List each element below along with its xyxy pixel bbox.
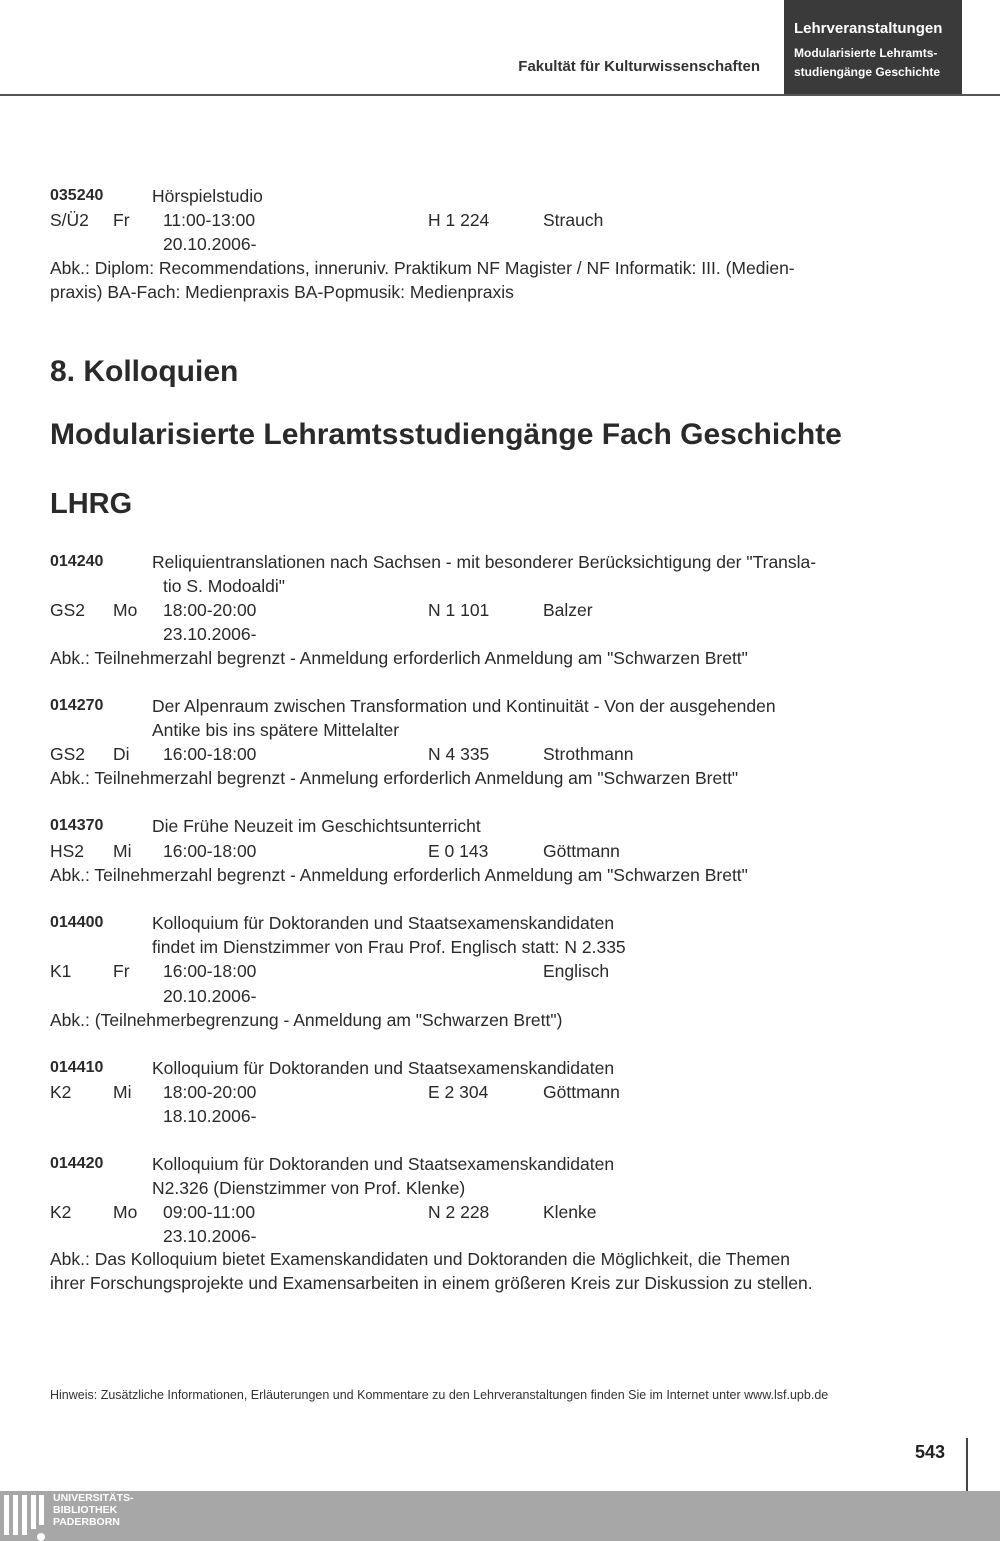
header-box-line-2: studiengänge Geschichte bbox=[794, 65, 941, 79]
course-day: Mi bbox=[113, 841, 132, 861]
course-time: 18:00-20:00 bbox=[163, 600, 257, 620]
course-room: N 2 228 bbox=[428, 1202, 490, 1222]
course-type: K1 bbox=[50, 961, 72, 981]
course-room: E 2 304 bbox=[428, 1082, 489, 1102]
page-number-rule bbox=[966, 1438, 968, 1492]
course-time: 11:00-13:00 bbox=[163, 210, 256, 230]
library-footer-bar bbox=[0, 1491, 1000, 1541]
course-note: Abk.: (Teilnehmerbegrenzung - Anmeldung am "Schwarzen Brett") bbox=[50, 1010, 563, 1030]
course-title: Kolloquium für Doktoranden und Staatsexamenskandidaten bbox=[152, 1058, 615, 1078]
course-title-line-1: Der Alpenraum zwischen Transformation und Kontinuität - Von der ausgehenden bbox=[152, 696, 776, 716]
course-code: 014270 bbox=[50, 697, 104, 714]
course-date: 20.10.2006- bbox=[163, 234, 257, 254]
course-day: Mo bbox=[113, 1202, 138, 1222]
course-title-line-2: Antike bis ins spätere Mittelalter bbox=[152, 720, 400, 740]
course-day: Mo bbox=[113, 600, 138, 620]
course-title-line-1: Kolloquium für Doktoranden und Staatsexamenskandidaten bbox=[152, 1154, 615, 1174]
course-code: 014240 bbox=[50, 553, 104, 570]
course-type: S/Ü2 bbox=[50, 210, 89, 230]
course-note-line-2: ihrer Forschungsprojekte und Examensarbeiten in einem größeren Kreis zur Diskussion zu stellen. bbox=[50, 1273, 813, 1293]
course-note-line-2: praxis) BA-Fach: Medienpraxis BA-Popmusik: Medienpraxis bbox=[50, 282, 514, 302]
course-type: K2 bbox=[50, 1202, 72, 1222]
course-date: 18.10.2006- bbox=[163, 1106, 257, 1126]
course-type: GS2 bbox=[50, 600, 86, 620]
course-note: Abk.: Teilnehmerzahl begrenzt - Anmeldung erforderlich Anmeldung am "Schwarzen Brett" bbox=[50, 648, 748, 668]
course-code: 014400 bbox=[50, 914, 104, 931]
course-note: Abk.: Teilnehmerzahl begrenzt - Anmelung erforderlich Anmeldung am "Schwarzen Brett" bbox=[50, 768, 739, 788]
course-day: Mi bbox=[113, 1082, 132, 1102]
course-type: K2 bbox=[50, 1082, 72, 1102]
course-lecturer: Englisch bbox=[543, 961, 610, 981]
course-lecturer: Strothmann bbox=[543, 744, 634, 764]
header-divider bbox=[0, 94, 1000, 96]
course-lecturer: Göttmann bbox=[543, 1082, 620, 1102]
course-title-line-2: N2.326 (Dienstzimmer von Prof. Klenke) bbox=[152, 1178, 466, 1198]
library-name-line-3: PADERBORN bbox=[53, 1516, 120, 1528]
course-title-line-1: Kolloquium für Doktoranden und Staatsexamenskandidaten bbox=[152, 913, 615, 933]
course-day: Fr bbox=[113, 961, 130, 981]
course-room: N 1 101 bbox=[428, 600, 490, 620]
course-title-line-2: tio S. Modoaldi" bbox=[163, 576, 285, 596]
course-day: Fr bbox=[113, 210, 130, 230]
course-lecturer: Balzer bbox=[543, 600, 593, 620]
page-number: 543 bbox=[915, 1442, 946, 1462]
faculty-name: Fakultät für Kulturwissenschaften bbox=[518, 58, 760, 75]
course-lecturer: Göttmann bbox=[543, 841, 620, 861]
course-note-line-1: Abk.: Das Kolloquium bietet Examenskandidaten und Doktoranden die Möglichkeit, die Themen bbox=[50, 1249, 790, 1269]
header-box-line-1: Modularisierte Lehramts- bbox=[794, 46, 938, 60]
program-heading: LHRG bbox=[50, 488, 133, 520]
footer-hint: Hinweis: Zusätzliche Informationen, Erläuterungen und Kommentare zu den Lehrveranstaltungen finden Sie im Internet unter www.lsf.upb.de bbox=[50, 1388, 829, 1402]
course-time: 16:00-18:00 bbox=[163, 744, 257, 764]
course-title: Hörspielstudio bbox=[152, 186, 263, 206]
course-time: 16:00-18:00 bbox=[163, 961, 257, 981]
course-title-line-2: findet im Dienstzimmer von Frau Prof. Englisch statt: N 2.335 bbox=[152, 937, 626, 957]
course-room: E 0 143 bbox=[428, 841, 489, 861]
course-room: H 1 224 bbox=[428, 210, 490, 230]
course-date: 23.10.2006- bbox=[163, 1226, 257, 1246]
course-code: 014410 bbox=[50, 1059, 104, 1076]
course-note-line-1: Abk.: Diplom: Recommendations, inneruniv. Praktikum NF Magister / NF Informatik: III. (Medien- bbox=[50, 258, 795, 278]
course-day: Di bbox=[113, 744, 130, 764]
header-box-subtitle bbox=[794, 44, 940, 82]
course-type: HS2 bbox=[50, 841, 85, 861]
library-name-line-1: UNIVERSITÄTS- bbox=[53, 1492, 134, 1504]
course-room: N 4 335 bbox=[428, 744, 490, 764]
course-note: Abk.: Teilnehmerzahl begrenzt - Anmeldung erforderlich Anmeldung am "Schwarzen Brett" bbox=[50, 865, 748, 885]
course-lecturer: Strauch bbox=[543, 210, 604, 230]
library-name-line-2: BIBLIOTHEK bbox=[53, 1504, 118, 1516]
course-code: 035240 bbox=[50, 187, 104, 204]
subsection-heading: Modularisierte Lehramtsstudiengänge Fach Geschichte bbox=[50, 418, 842, 451]
course-time: 16:00-18:00 bbox=[163, 841, 257, 861]
course-time: 18:00-20:00 bbox=[163, 1082, 257, 1102]
course-date: 20.10.2006- bbox=[163, 986, 257, 1006]
course-code: 014420 bbox=[50, 1155, 104, 1172]
course-time: 09:00-11:00 bbox=[163, 1202, 256, 1222]
course-title: Die Frühe Neuzeit im Geschichtsunterricht bbox=[152, 816, 481, 836]
section-heading: 8. Kolloquien bbox=[50, 355, 239, 388]
course-title-line-1: Reliquientranslationen nach Sachsen - mit besonderer Berücksichtigung der "Transla- bbox=[152, 552, 817, 572]
course-lecturer: Klenke bbox=[543, 1202, 597, 1222]
course-type: GS2 bbox=[50, 744, 86, 764]
header-box-title: Lehrveranstaltungen bbox=[794, 20, 943, 37]
course-date: 23.10.2006- bbox=[163, 624, 257, 644]
header-section-box bbox=[784, 0, 962, 94]
course-code: 014370 bbox=[50, 817, 104, 834]
